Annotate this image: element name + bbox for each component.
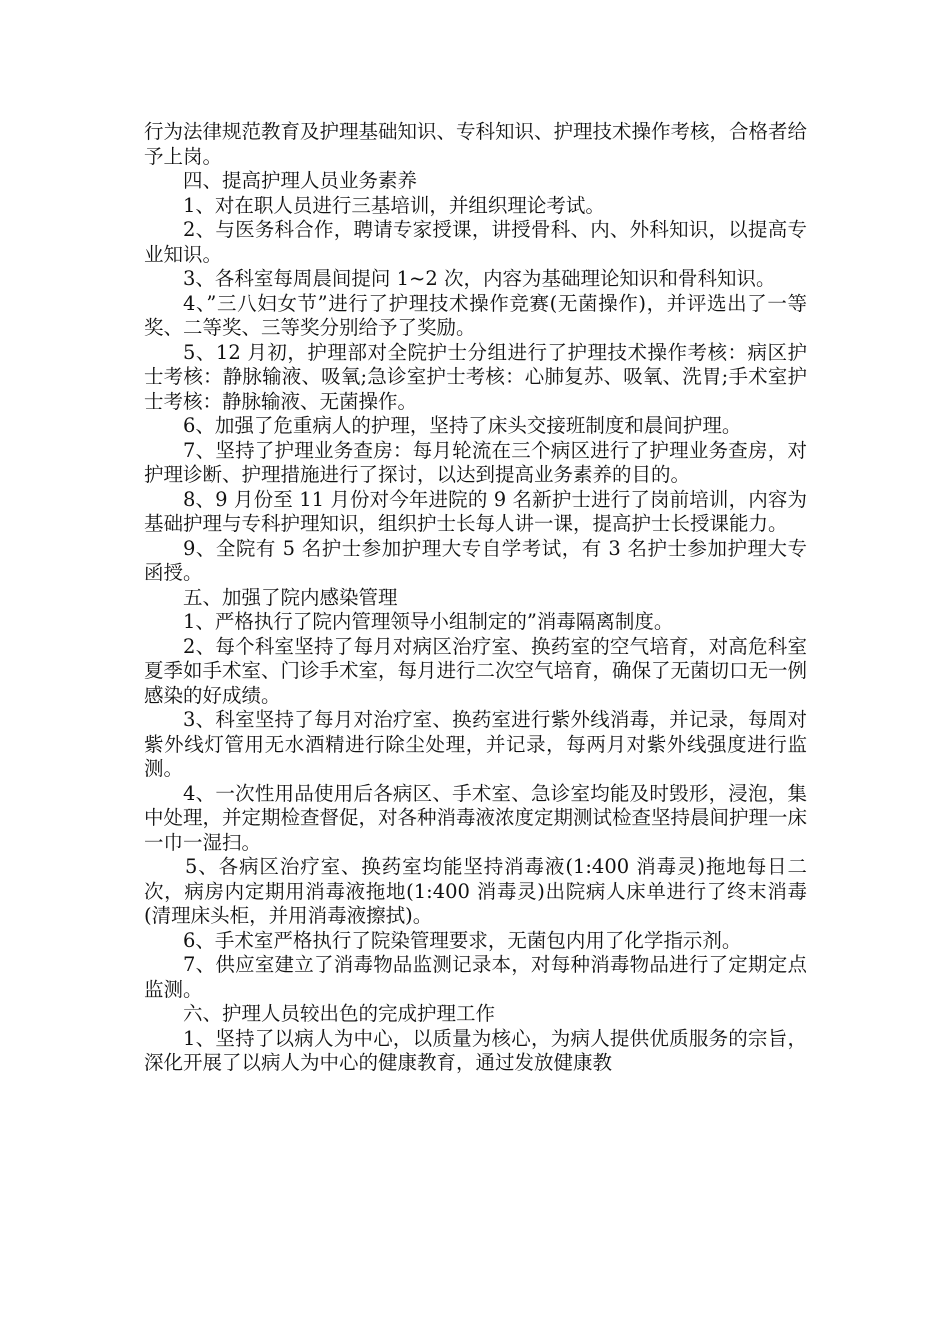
paragraph-4-9: 9、全院有 5 名护士参加护理大专自学考试，有 3 名护士参加护理大专函授。 bbox=[144, 536, 807, 584]
paragraph-5-1: 1、严格执行了院内管理领导小组制定的”消毒隔离制度。 bbox=[183, 610, 674, 633]
paragraph-5-6: 6、手术室严格执行了院染管理要求，无菌包内用了化学指示剂。 bbox=[183, 928, 742, 952]
paragraph-4-7: 7、坚持了护理业务查房：每月轮流在三个病区进行了护理业务查房，对护理诊断、护理措施进行了探讨，以达到提高业务素养的目的。 bbox=[144, 438, 807, 486]
paragraph-6-1: 1、坚持了以病人为中心，以质量为核心，为病人提供优质服务的宗旨，深化开展了以病人为中心的健康教育，通过发放健康教 bbox=[144, 1026, 807, 1074]
paragraph-4-1: 1、对在职人员进行三基培训，并组织理论考试。 bbox=[183, 193, 605, 217]
document-page bbox=[144, 120, 807, 1076]
paragraph-4-5: 5、12 月初，护理部对全院护士分组进行了护理技术操作考核：病区护士考核：静脉输液、吸氧;急诊室护士考核：心肺复苏、吸氧、洗胃;手术室护士考核：静脉输液、无菌操作。 bbox=[144, 340, 807, 413]
paragraph-5-5: 5、各病区治疗室、换药室均能坚持消毒液(1:400 消毒灵)拖地每日二次，病房内定期用消毒液拖地(1:400 消毒灵)出院病人床单进行了终末消毒(清理床头柜，并用消毒液擦拭)。 bbox=[144, 855, 807, 927]
section-heading-6: 六、护理人员较出色的完成护理工作 bbox=[183, 1002, 496, 1025]
paragraph-5-7: 7、供应室建立了消毒物品监测记录本，对每种消毒物品进行了定期定点监测。 bbox=[144, 953, 807, 1001]
paragraph-5-2: 2、每个科室坚持了每月对病区治疗室、换药室的空气培育，对高危科室夏季如手术室、门诊手术室，每月进行二次空气培育，确保了无菌切口无一例感染的好成绩。 bbox=[144, 634, 808, 707]
paragraph-5-4: 4、一次性用品使用后各病区、手术室、急诊室均能及时毁形，浸泡，集中处理，并定期检查督促，对各种消毒液浓度定期测试检查坚持晨间护理一床一巾一湿扫。 bbox=[144, 781, 808, 854]
paragraph-4-6: 6、加强了危重病人的护理，坚持了床头交接班制度和晨间护理。 bbox=[183, 414, 742, 437]
section-heading-5: 五、加强了院内感染管理 bbox=[183, 585, 398, 609]
paragraph-continuation: 行为法律规范教育及护理基础知识、专科知识、护理技术操作考核，合格者给予上岗。 bbox=[144, 120, 808, 168]
paragraph-4-3: 3、各科室每周晨间提问 1~2 次，内容为基础理论知识和骨科知识。 bbox=[183, 267, 776, 290]
paragraph-4-2: 2、与医务科合作，聘请专家授课，讲授骨科、内、外科知识，以提高专业知识。 bbox=[144, 218, 807, 266]
section-heading-4: 四、提高护理人员业务素养 bbox=[183, 169, 418, 192]
paragraph-4-4: 4、”三八妇女节”进行了护理技术操作竞赛(无菌操作)，并评选出了一等奖、二等奖、三等奖分别给予了奖励。 bbox=[144, 291, 807, 339]
paragraph-5-3: 3、科室坚持了每月对治疗室、换药室进行紫外线消毒，并记录，每周对紫外线灯管用无水酒精进行除尘处理，并记录，每两月对紫外线强度进行监测。 bbox=[144, 708, 807, 780]
paragraph-4-8: 8、9 月份至 11 月份对今年进院的 9 名新护士进行了岗前培训，内容为基础护理与专科护理知识，组织护士长每人讲一课，提高护士长授课能力。 bbox=[144, 487, 807, 535]
